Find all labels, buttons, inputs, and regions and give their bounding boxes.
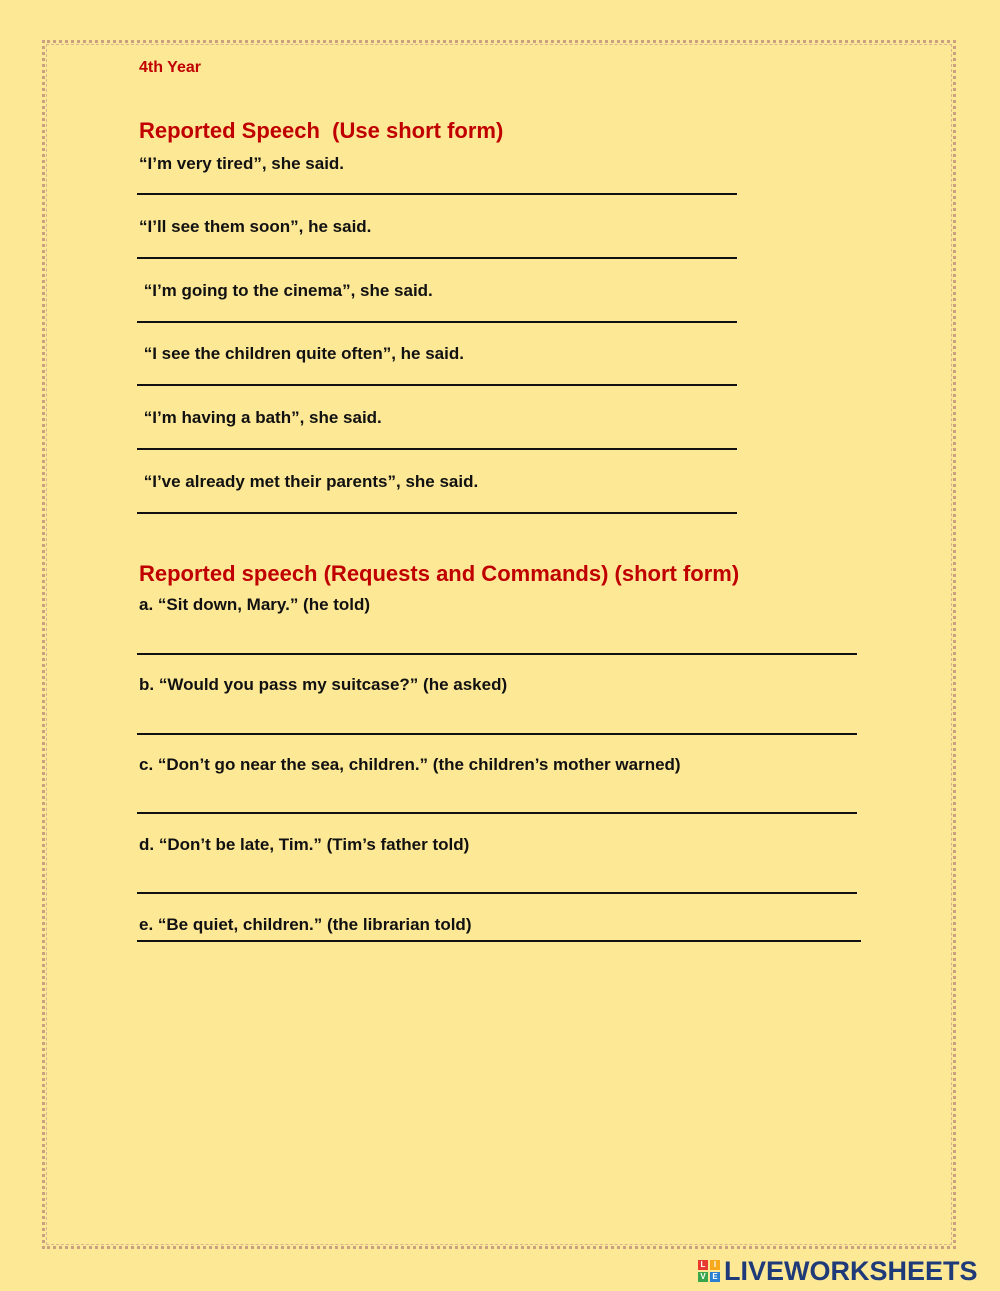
section2-item-e-prompt: e. “Be quiet, children.” (the librarian told) [139, 915, 472, 934]
logo-block-l: L [698, 1260, 708, 1270]
section2-item-d-answer[interactable] [137, 865, 859, 893]
section1-item-1-prompt: “I’m very tired”, she said. [139, 154, 345, 173]
section2-item-c-underline [137, 812, 857, 814]
section2-title: Reported speech (Requests and Commands) (short form) [139, 561, 740, 586]
section1-item-2-underline [137, 257, 737, 259]
section1-item-5-underline [137, 448, 737, 450]
liveworksheets-logo [698, 1256, 978, 1286]
section1-item-4-underline [137, 384, 737, 386]
section1-item-6-answer[interactable] [137, 486, 739, 514]
logo-blocks-icon [698, 1260, 720, 1282]
section1-item-5-prompt: “I’m having a bath”, she said. [139, 408, 382, 427]
section1-title: Reported Speech (Use short form) [139, 118, 504, 143]
section1-item-6-underline [137, 512, 737, 514]
section2-item-d-prompt: d. “Don’t be late, Tim.” (Tim’s father told) [139, 835, 470, 854]
logo-block-i: I [710, 1260, 720, 1270]
section1-item-3-prompt: “I’m going to the cinema”, she said. [139, 281, 433, 300]
section1-item-3-answer[interactable] [137, 295, 739, 323]
logo-text: LIVEWORKSHEETS [724, 1255, 978, 1286]
section2-item-c-prompt: c. “Don’t go near the sea, children.” (the children’s mother warned) [139, 755, 681, 774]
section2-item-b-answer[interactable] [137, 706, 859, 734]
section1-item-6-prompt: “I’ve already met their parents”, she said. [139, 472, 479, 491]
section1-item-2-prompt: “I’ll see them soon”, he said. [139, 217, 372, 236]
section2-item-b-prompt: b. “Would you pass my suitcase?” (he asked) [139, 675, 508, 694]
logo-block-e: E [710, 1272, 720, 1282]
section1-item-3-underline [137, 321, 737, 323]
section2-item-c-answer[interactable] [137, 786, 859, 814]
section1-item-1-answer[interactable] [137, 167, 739, 195]
section2-item-e-underline [137, 940, 861, 942]
section2-item-a-prompt: a. “Sit down, Mary.” (he told) [139, 595, 371, 614]
section2-item-a-answer[interactable] [137, 626, 859, 654]
section1-item-1-underline [137, 193, 737, 195]
grade-label: 4th Year [139, 59, 201, 76]
section2-item-d-underline [137, 892, 857, 894]
section2-item-b-underline [137, 733, 857, 735]
section1-item-5-answer[interactable] [137, 422, 739, 450]
section2-item-a-underline [137, 653, 857, 655]
section1-item-4-answer[interactable] [137, 358, 739, 386]
logo-block-v: V [698, 1272, 708, 1282]
section1-item-2-answer[interactable] [137, 231, 739, 259]
section1-item-4-prompt: “I see the children quite often”, he said. [139, 344, 464, 363]
